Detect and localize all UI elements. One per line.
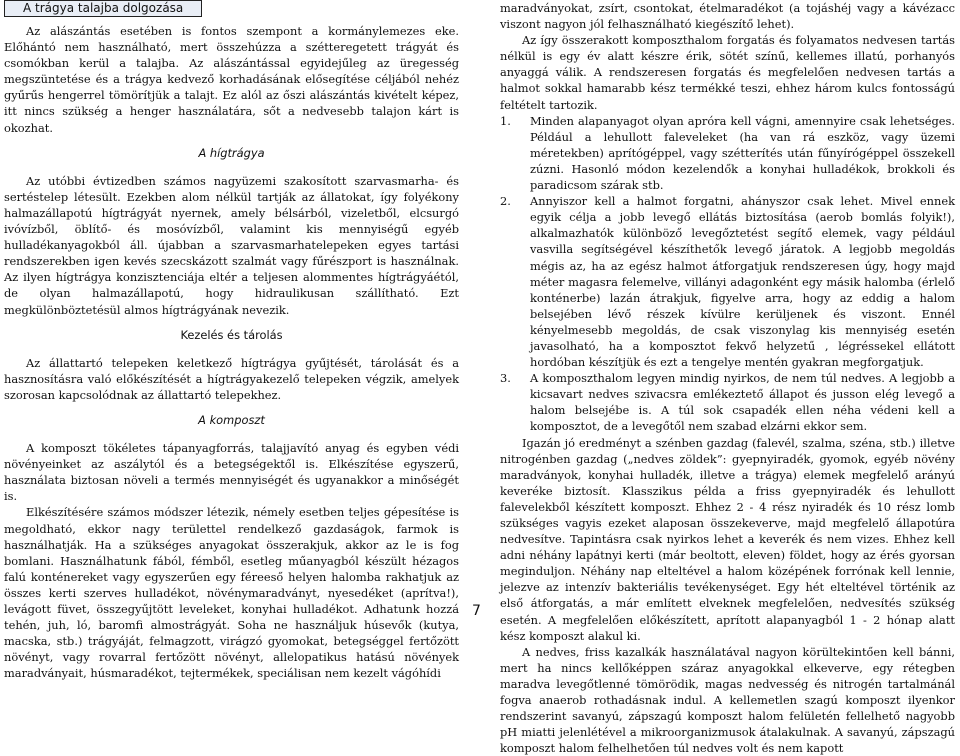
paragraph-aranyok: Igazán jó eredményt a szénben gazdag (falevél, szalma, széna, stb.) illetve nitrogénben gazdag („nedves zöldek”: gyepnyiradék, gyomok, egyéb növény maradványok, konyhai hulladék, illetve a trágya) elemek megfelelő arányú keveréke biztosít. Klasszikus példa a friss gyepnyiradék és lehullott falevelekből készített komposzt. Ehhez 2 - 4 rész nyiradék és 10 rész lomb szükséges vagyis ezeket alaposan összekeverve, majd megfelelő állapotúra nedvesítve. Tapintásra csak nyirkos lehet a keverék és nem vizes. Ehhez kell adni néhány lapátnyi kerti (már beoltott, eleven) földet, hogy az érés gyorsan meginduljon. Néhány nap elteltével a halom középének forrónak kell lennie, jelezve az intenzív bakteriális tevékenységet. Egy hét elteltével történik az első átforgatás, a már említett elveknek megfelelően, nedvesítés szükség esetén. A megfelelően előkészített, aprított alapanyagból 1 - 2 hónap alatt kész komposzt alakul ki. [500, 435, 955, 643]
list-item [500, 113, 955, 193]
heading-higtragya: A hígtrágya [198, 145, 265, 160]
paragraph-kazalkak: A nedves, friss kazalkák használatával nagyon körültekintően kell bánni, mert ha nincs kellőképpen száraz anyagokkal elkeverve, egy rétegben maradva levegőtlenné tömörödik, magas nedvesség és nitrogén tartalmánál fogva anaerob rothadásnak indul. A kellemetlen szagú komposzt ilyenkor rendszerint savanyú, zápszagú komposzt halom felületén fellelhető nagyobb pH miatti jelenlétével a mikroorganizmusok átalakulnak. A savanyú, zápszagú komposzt halom felhelhetően túl nedves volt és nem kapott [500, 644, 955, 756]
list-item [500, 370, 955, 434]
paragraph-komposzt-methods: Elkészítésére számos módszer létezik, némely esetben teljes gépesítése is megoldható, ekkor nagy területtel rendelkező gazdaságok, farmok is használhatják. Ha a szükséges anyagokat összerakjuk, akkor az le is fog bomlani. Használhatunk fából, fémből, esetleg műanyagból készült hézagos falú konténereket vagy egyszerűen egy féreeső helyen halomba rakhatjuk az összes kerti szerves hulladékot, növénymaradványt, nyesedéket (aprítva!), levágott füvet, összegyűjtött leveleket, konyhai hulladékot. Adhatunk hozzá tehén, juh, ló, baromfi almostrágyát. Soha ne használjuk húsevők (kutya, macska, stb.) trágyáját, felmagzott, virágzó gyomokat, betegséggel fertőzött növényt, vagy rovarral fertőzött növényt, allelopatikus hatású növények maradványait, húsmaradékot, tejtermékek, speciálisan nem kezelt vágóhídi [4, 505, 459, 681]
list-text: Minden alapanyagot olyan apróra kell vágni, amennyire csak lehetséges. Például a lehullott faleveleket (ha van rá eszköz, vagy üzemi méretekben) aprítógéppel, vagy szétterítés után fűnyírógéppel összekell zúzni. Hasonló módon kezelendők a konyhai hulladékok, brokkoli és paradicsom szárak stb. [530, 113, 955, 193]
paragraph-plowing: Az alászántás esetében is fontos szempont a kormánylemezes eke. Előhántó nem használható, mert összehúzza a szétteregetett trágyát és csomókban kerül a talajba. Az alászántással egyidejűleg az üregesség megszüntetése és a trágya kedvező korhadásának elősegítése céljából nehéz gyűrűs hengerrel tömörítjük a talajt. Ez alól az őszi alászántás kivételt képez, itt nincs szükség a henger használatára, sőt a nedvesebb talajon kárt is okozhat. [4, 24, 459, 135]
paragraph-komposzt-intro: A komposzt tökéletes tápanyagforrás, talajjavító anyag és egyben védi növényeinket az aszálytól és a betegségektől is. Elkészítése egyszerű, használata biztosan növeli a termés mennyiségét és ugyanakkor a minőségét is. [4, 441, 459, 504]
list-item [500, 193, 955, 370]
section-heading-box: A trágya talajba dolgozása [4, 0, 202, 17]
list-number: 3. [500, 371, 511, 386]
list-number: 2. [500, 194, 511, 209]
page-number: 7 [472, 603, 481, 619]
left-column [4, 0, 459, 681]
list-text: Annyiszor kell a halmot forgatni, ahányszor csak lehet. Mivel ennek egyik célja a jobb levegő ellátás biztosítása (aerob bomlás folyik!), alkalmazhatók különböző levegőztetést segítő elemek, vagy például vasvilla segítségével készíthetők levegő járatok. A legjobb megoldás mégis az, ha az egész halmot átforgatjuk rendszeresen úgy, hogy majd méter magasra felemelve, villányi adagonként egy másik halomba (érlelő konténerbe) lazán átrakjuk, figyelve arra, hogy az eddig a halom belsejében lévő részek kívülre kerüljenek és viszont. Ennél kényelmesebb megoldás, de csak viszonylag kis mennyiség esetén javasolható, ha a komposztot fekvő helyzetű , légréssekel ellátott hordóban készítjük és ezt a tengelye mentén gyakran megforgatjuk. [530, 194, 955, 370]
paragraph-forgatas: Az így összerakott komposzthalom forgatás és folyamatos nedvesen tartás nélkül is egy év alatt készre érik, sötét színű, kellemes illatú, porhanyós anyaggá válik. A rendszeresen forgatás és megfelelően nedvesen tartás a halmot sokkal hamarabb kész termékké teszi, ehhez három kulcs fontosságú feltételt tartozik. [500, 33, 955, 112]
paragraph-kezeles: Az állattartó telepeken keletkező hígtrágya gyűjtését, tárolását és a hasznosításra való előkészítését a hígtrágyakezelő telepeken végzik, amelyek szorosan kapcsolódnak az állattartó telepekhez. [4, 355, 459, 402]
heading-kezeles: Kezelés és tárolás [180, 327, 283, 342]
list-number: 1. [500, 113, 511, 128]
right-column [500, 0, 955, 756]
list-text: A komposzthalom legyen mindig nyirkos, de nem túl nedves. A legjobb a kicsavart nedves szivacsra emlékeztető állapot és jusson elég levegő a halom belsejébe is. A túl sok csapadék ellen néha védeni kell a komposztot, de a levegőtől nem szabad elzárni ekkor sem. [530, 371, 955, 434]
heading-komposzt: A komposzt [198, 412, 265, 427]
paragraph-higtragya: Az utóbbi évtizedben számos nagyüzemi szakosított szarvasmarha- és sertéstelep létesült. Ezekben alom nélkül tartják az állatokat, így folyékony halmazállapotú hígtrágyát nyernek, amely bélsárból, vizeletből, elcsurgó ivóvízből, öblítő- és mosóvízből, valamint kis mennyiségű egyéb hulladékanyagokból áll. újabban a szarvasmarhatelepeken egyes tartási rendszerekben igen kevés szecskázott szalmát vagy fűrészport is használnak. Az ilyen hígtrágya konzisztenciája eltér a teljesen alommentes hígtrágyáétól, de olyan halmazállapotú, hogy hidraulikusan szállítható. Ezt megkülönböztetésül almos hígtrágyának nevezik. [4, 173, 459, 317]
paragraph-continued: maradványokat, zsírt, csontokat, ételmaradékot (a tojáshéj vagy a kávézacc viszont nagyon jól felhasználható kiegészítő lehet). [500, 1, 955, 32]
